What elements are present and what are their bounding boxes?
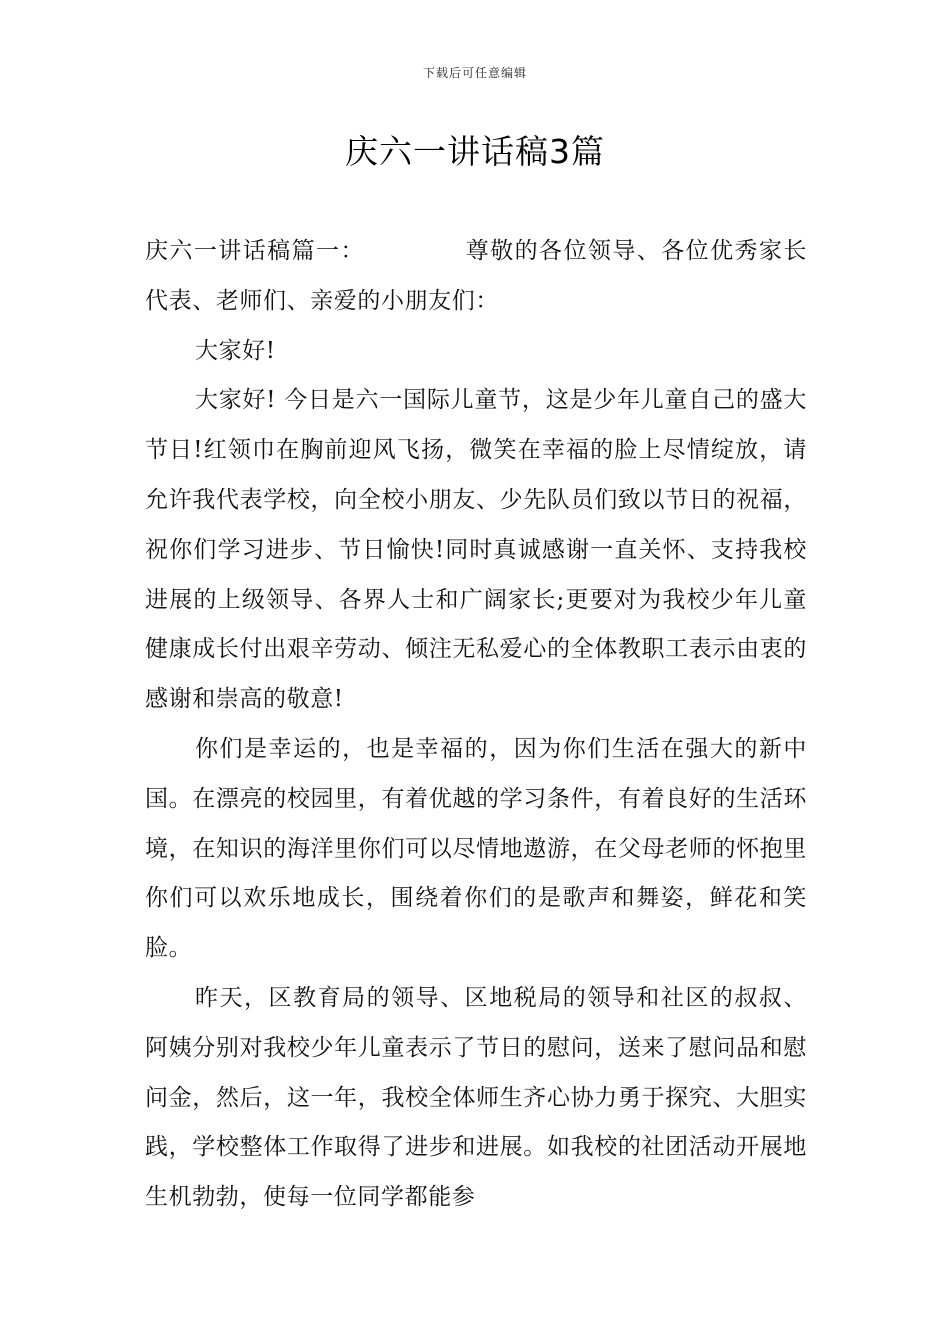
opening-paragraph bbox=[145, 227, 807, 327]
paragraph-greeting: 大家好! bbox=[195, 337, 276, 364]
paragraph-2: 你们是幸运的，也是幸福的，因为你们生活在强大的新中国。在漂亮的校园里，有着优越的学习条件，有着良好的生活环境，在知识的海洋里你们可以尽情地遨游，在父母老师的怀抱里你们可以欢乐地成长，围绕着你们的是歌声和舞姿，鲜花和笑脸。 bbox=[145, 735, 807, 962]
paragraph-3: 昨天，区教育局的领导、区地税局的领导和社区的叔叔、阿姨分别对我校少年儿童表示了节日的慰问，送来了慰问品和慰问金，然后，这一年，我校全体师生齐心协力勇于探究、大胆实践，学校整体工作取得了进步和进展。如我校的社团活动开展地生机勃勃，使每一位同学都能参 bbox=[145, 984, 807, 1211]
salutation: 尊敬的各位领导、各位优秀家长代表、老师们、亲爱的小朋友们： bbox=[145, 238, 808, 314]
header-note: 下载后可任意编辑 bbox=[422, 66, 527, 80]
section-heading: 庆六一讲话稿篇一： bbox=[145, 238, 365, 264]
paragraph-1: 大家好! 今日是六一国际儿童节，这是少年儿童自己的盛大节日!红领巾在胸前迎风飞扬，微笑在幸福的脸上尽情绽放，请允许我代表学校，向全校小朋友、少先队员们致以节日的祝福，祝你们学习进步、节日愉快!同时真诚感谢一直关怀、支持我校进展的上级领导、各界人士和广阔家长;更要对为我校少年儿童健康成长付出艰辛劳动、倾注无私爱心的全体教职工表示由衷的感谢和崇高的敬意! bbox=[145, 387, 807, 713]
document-title: 庆六一讲话稿3篇 bbox=[345, 132, 605, 171]
document-body bbox=[145, 227, 807, 1223]
